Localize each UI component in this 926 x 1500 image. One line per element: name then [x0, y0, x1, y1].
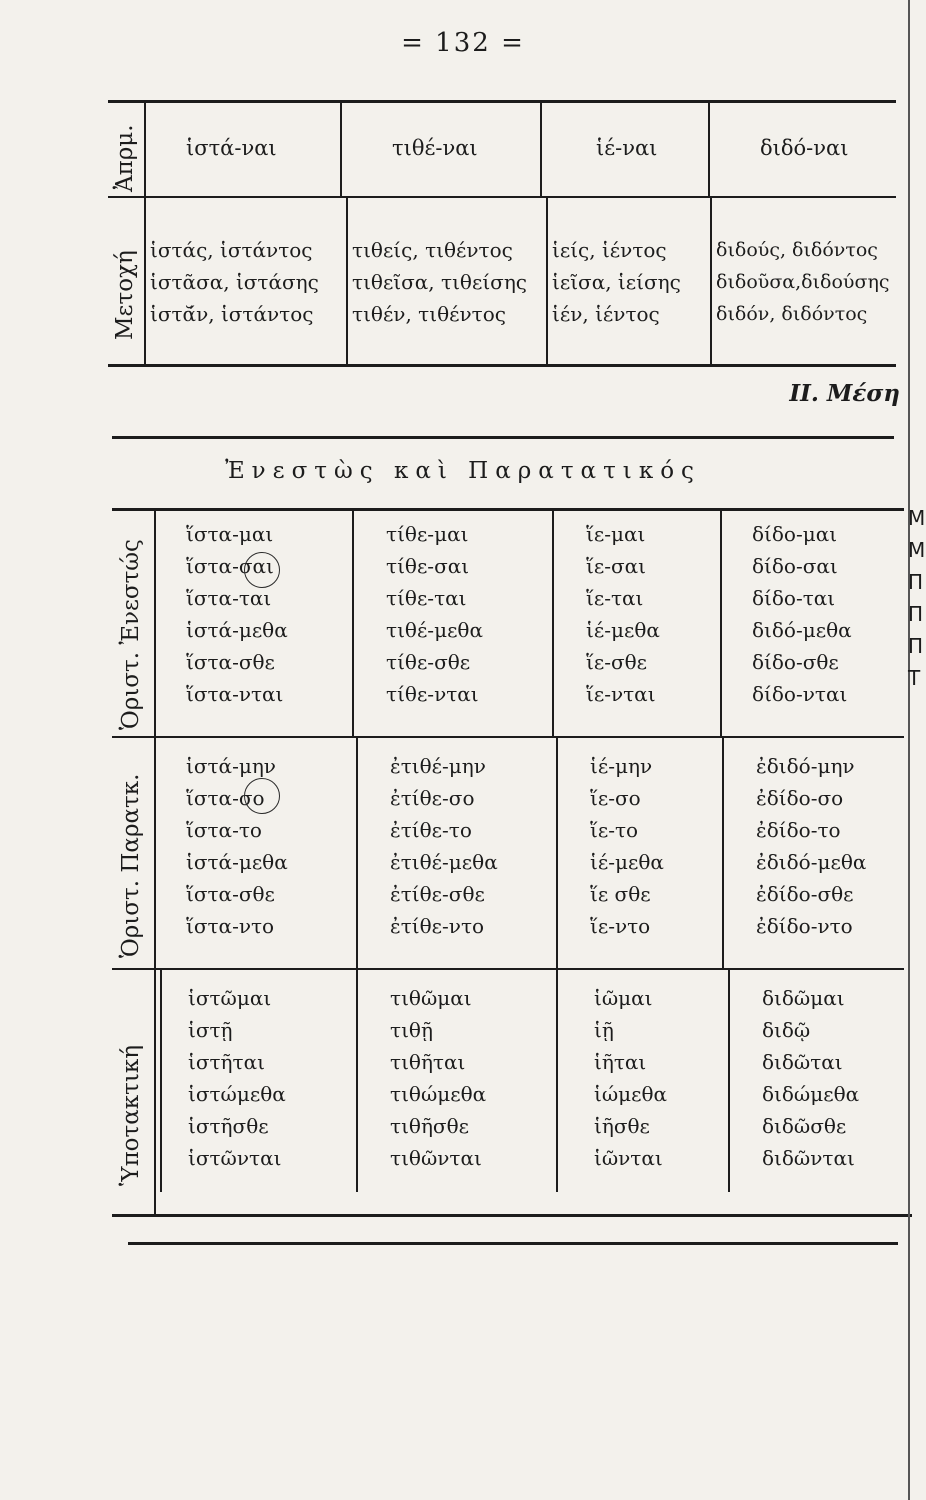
table-bottom-rule [108, 364, 896, 367]
form: ἐδίδο-το [756, 818, 841, 842]
edge-letter: Π [908, 570, 924, 594]
form: ἱστώμεθα [188, 1082, 286, 1106]
present-column [186, 518, 288, 710]
form: διδό-μεθα [752, 618, 852, 642]
infinitive-cell: ἱστά-ναι [186, 136, 277, 160]
section-title: II. Μέση [789, 380, 900, 407]
form: ἱῇ [594, 1018, 614, 1042]
column-rule [710, 198, 712, 364]
form: τιθείς, τιθέντος [352, 238, 513, 262]
form: ἱστῆσθε [188, 1114, 269, 1138]
form: τιθῆσθε [390, 1114, 469, 1138]
facing-page-edge-letters [908, 506, 926, 698]
form: ἵε-σθε [586, 650, 648, 674]
form: διδῶνται [762, 1146, 855, 1170]
imperfect-column [186, 750, 288, 942]
form: ἱέ-μην [590, 754, 653, 778]
form: ἵε-νται [586, 682, 656, 706]
column-rule [340, 100, 342, 196]
form: ἐτίθε-σο [390, 786, 475, 810]
form: ἱέν, ἱέντος [552, 302, 660, 326]
participle-column [552, 234, 681, 330]
form: διδῷ [762, 1018, 811, 1042]
row-divider [108, 196, 896, 198]
form: τιθῇ [390, 1018, 433, 1042]
page-end-rule [128, 1242, 898, 1245]
column-rule [546, 198, 548, 364]
form: ἱστά-μεθα [186, 618, 288, 642]
form: ἐτίθε-το [390, 818, 472, 842]
present-column [752, 518, 852, 710]
form: ἱέ-μεθα [586, 618, 660, 642]
form: τιθῶμαι [390, 986, 472, 1010]
edge-letter: M [908, 506, 926, 530]
pencil-circle-mark [244, 552, 280, 588]
form: ἵε-το [590, 818, 639, 842]
subjunctive-column [188, 982, 286, 1174]
form: δίδο-σθε [752, 650, 839, 674]
form: ἱστά-μην [186, 754, 276, 778]
form: ἱστᾰ́ν, ἱστάντος [150, 302, 314, 326]
form: ἐδίδο-σθε [756, 882, 854, 906]
form: ἱῶμαι [594, 986, 653, 1010]
present-column [386, 518, 483, 710]
participle-column [716, 234, 889, 330]
column-rule [720, 510, 722, 736]
column-rule [556, 970, 558, 1192]
row-label-present-indicative: Ὁριστ. Ἐνεστώς [118, 539, 144, 730]
row-label-infinitive: Ἀπρμ. [112, 124, 138, 192]
form: διδόν, διδόντος [716, 303, 868, 325]
pencil-circle-mark [244, 778, 280, 814]
form: ἵστα-σαι [186, 554, 274, 578]
label-column-rule [154, 510, 156, 1214]
form: δίδο-ται [752, 586, 836, 610]
form: ἵστα-νται [186, 682, 284, 706]
participle-column [352, 234, 527, 330]
form: ἱστῶνται [188, 1146, 282, 1170]
form: δίδο-σαι [752, 554, 838, 578]
imperfect-column [590, 750, 664, 942]
form: ἱῆσθε [594, 1114, 650, 1138]
form: ἵστα-σο [186, 786, 265, 810]
form: δίδο-νται [752, 682, 848, 706]
form: ἱέ-μεθα [590, 850, 664, 874]
form: ἵε-ντο [590, 914, 651, 938]
table-top-rule [108, 100, 896, 103]
form: διδῶμαι [762, 986, 845, 1010]
form: τιθῆται [390, 1050, 466, 1074]
form: δίδο-μαι [752, 522, 838, 546]
form: ἐτίθε-σθε [390, 882, 485, 906]
column-rule [722, 738, 724, 968]
form: ἵστα-σθε [186, 882, 275, 906]
column-rule [556, 738, 558, 968]
edge-letter: Π [908, 602, 924, 626]
form: ἵστα-μαι [186, 522, 274, 546]
column-rule [346, 198, 348, 364]
form: ἐτιθέ-μην [390, 754, 486, 778]
edge-letter: M [908, 538, 926, 562]
form: ἐδιδό-μεθα [756, 850, 867, 874]
form: ἱῶνται [594, 1146, 663, 1170]
form: ἱῆται [594, 1050, 647, 1074]
form: τιθώμεθα [390, 1082, 487, 1106]
imperfect-column [390, 750, 498, 942]
form: ἵστα-ντο [186, 914, 275, 938]
present-column [586, 518, 660, 710]
form: ἐδίδο-ντο [756, 914, 853, 938]
form: ἵστα-ται [186, 586, 272, 610]
row-label-participle: Μετοχή [112, 250, 138, 340]
participle-column [150, 234, 319, 330]
form: ἱστάς, ἱστάντος [150, 238, 313, 262]
form: τιθέ-μεθα [386, 618, 483, 642]
form: ἵε-σο [590, 786, 641, 810]
label-column-rule [144, 100, 146, 366]
form: ἱστά-μεθα [186, 850, 288, 874]
form: ἱώμεθα [594, 1082, 668, 1106]
form: ἵε σθε [590, 882, 651, 906]
subjunctive-column [390, 982, 486, 1174]
form: ἵστα-σθε [186, 650, 275, 674]
form: ἐτίθε-ντο [390, 914, 485, 938]
form: τιθῶνται [390, 1146, 482, 1170]
form: διδώμεθα [762, 1082, 860, 1106]
row-label-subjunctive: Ὑποτακτική [118, 1044, 144, 1186]
imperfect-column [756, 750, 866, 942]
form: διδοῦσα,διδούσης [716, 271, 890, 293]
form: τίθε-σθε [386, 650, 471, 674]
form: ἐτιθέ-μεθα [390, 850, 498, 874]
form: ἱστῆται [188, 1050, 265, 1074]
column-rule [356, 970, 358, 1192]
form: ἵε-ται [586, 586, 644, 610]
form: τίθε-σαι [386, 554, 470, 578]
form: διδούς, διδόντος [716, 239, 878, 261]
form: ἐδίδο-σο [756, 786, 844, 810]
subjunctive-column [594, 982, 667, 1174]
page-number: = 132 = [401, 28, 525, 58]
form: ἱείς, ἱέντος [552, 238, 667, 262]
form: διδῶται [762, 1050, 843, 1074]
edge-letter: Τ [908, 666, 921, 690]
column-rule [352, 510, 354, 736]
column-rule [728, 970, 730, 1192]
heading-rule [112, 508, 904, 511]
infinitive-cell: τιθέ-ναι [392, 136, 478, 160]
form: τιθέν, τιθέντος [352, 302, 506, 326]
form: τίθε-ται [386, 586, 467, 610]
form: ἐδιδό-μην [756, 754, 855, 778]
edge-letter: Π [908, 634, 924, 658]
infinitive-cell: ἱέ-ναι [596, 136, 658, 160]
form: ἱστῇ [188, 1018, 233, 1042]
table-bottom-rule [112, 1214, 912, 1217]
table-top-rule [112, 436, 894, 439]
column-rule [356, 738, 358, 968]
row-label-imperfect-indicative: Ὁριστ. Παρατκ. [118, 773, 144, 958]
column-rule [552, 510, 554, 736]
form: τίθε-νται [386, 682, 479, 706]
form: ἱεῖσα, ἱείσης [552, 270, 681, 294]
row-divider [112, 736, 904, 738]
row-divider [112, 968, 904, 970]
column-rule [540, 100, 542, 196]
form: ἱστῶμαι [188, 986, 272, 1010]
table-heading: Ἐνεστὼς καὶ Παρατατικός [225, 458, 701, 484]
form: τιθεῖσα, τιθείσης [352, 270, 528, 294]
form: ἵστα-το [186, 818, 262, 842]
subjunctive-column [762, 982, 859, 1174]
form: ἵε-σαι [586, 554, 646, 578]
column-rule [160, 970, 162, 1192]
form: ἵε-μαι [586, 522, 646, 546]
page-gutter-edge [908, 0, 910, 1500]
form: ἱστᾶσα, ἱστάσης [150, 270, 319, 294]
column-rule [708, 100, 710, 196]
form: τίθε-μαι [386, 522, 469, 546]
form: διδῶσθε [762, 1114, 847, 1138]
infinitive-cell: διδό-ναι [760, 136, 849, 160]
